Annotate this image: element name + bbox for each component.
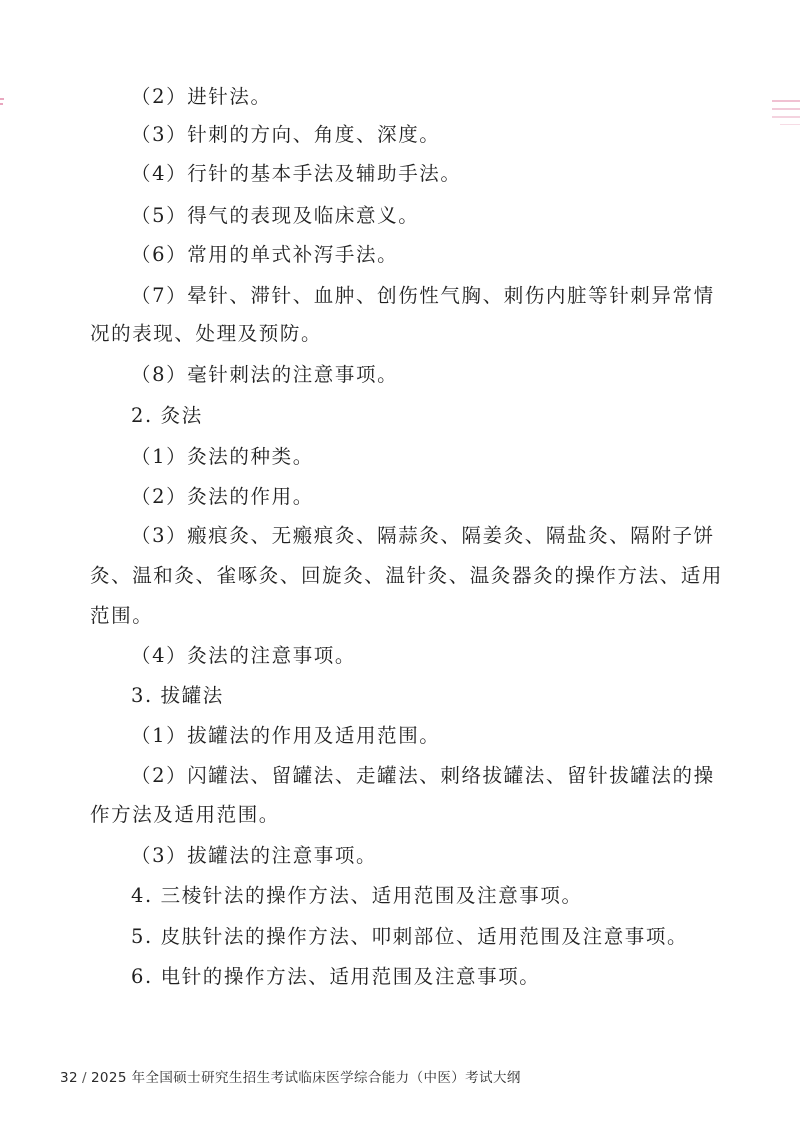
text-line: （3）瘢痕灸、无瘢痕灸、隔蒜灸、隔姜灸、隔盐灸、隔附子饼 <box>131 524 715 547</box>
text-line: （6）常用的单式补泻手法。 <box>131 243 399 266</box>
text-line: （3）针刺的方向、角度、深度。 <box>131 123 441 146</box>
right-edge-mark-3 <box>772 116 800 118</box>
text-line: 灸、温和灸、雀啄灸、回旋灸、温针灸、温灸器灸的操作方法、适用 <box>90 564 724 587</box>
text-line: 况的表现、处理及预防。 <box>90 322 323 345</box>
footer-title: 2025 年全国硕士研究生招生考试临床医学综合能力（中医）考试大纲 <box>90 1070 521 1086</box>
section-heading: 2. 灸法 <box>131 404 203 427</box>
text-line: （4）行针的基本手法及辅助手法。 <box>131 162 462 185</box>
text-line: （5）得气的表现及临床意义。 <box>131 204 420 227</box>
right-edge-mark-2 <box>772 108 800 110</box>
text-line: 作方法及适用范围。 <box>90 803 280 826</box>
left-edge-mark-2 <box>0 103 3 105</box>
text-line: 范围。 <box>90 604 154 627</box>
page-number: 32 <box>60 1070 78 1086</box>
right-edge-mark <box>772 100 800 102</box>
text-line: （2）闪罐法、留罐法、走罐法、刺络拔罐法、留针拔罐法的操 <box>131 764 715 787</box>
text-line: （1）灸法的种类。 <box>131 445 314 468</box>
text-line: （3）拔罐法的注意事项。 <box>131 844 378 867</box>
text-line: （4）灸法的注意事项。 <box>131 644 357 667</box>
text-line: （8）毫针刺法的注意事项。 <box>131 363 399 386</box>
section-heading: 5. 皮肤针法的操作方法、叩刺部位、适用范围及注意事项。 <box>131 925 689 948</box>
section-heading: 4. 三棱针法的操作方法、适用范围及注意事项。 <box>131 884 583 907</box>
text-line: （2）进针法。 <box>131 85 272 108</box>
text-line: （2）灸法的作用。 <box>131 485 314 508</box>
section-heading: 6. 电针的操作方法、适用范围及注意事项。 <box>131 965 541 988</box>
section-heading: 3. 拔罐法 <box>131 684 224 707</box>
page-footer <box>60 1066 521 1086</box>
text-line: （7）晕针、滞针、血肿、创伤性气胸、刺伤内脏等针刺异常情 <box>131 284 715 307</box>
text-line: （1）拔罐法的作用及适用范围。 <box>131 724 441 747</box>
footer-separator: / <box>81 1070 87 1086</box>
left-edge-mark <box>0 98 4 100</box>
right-edge-mark-4 <box>780 124 800 125</box>
